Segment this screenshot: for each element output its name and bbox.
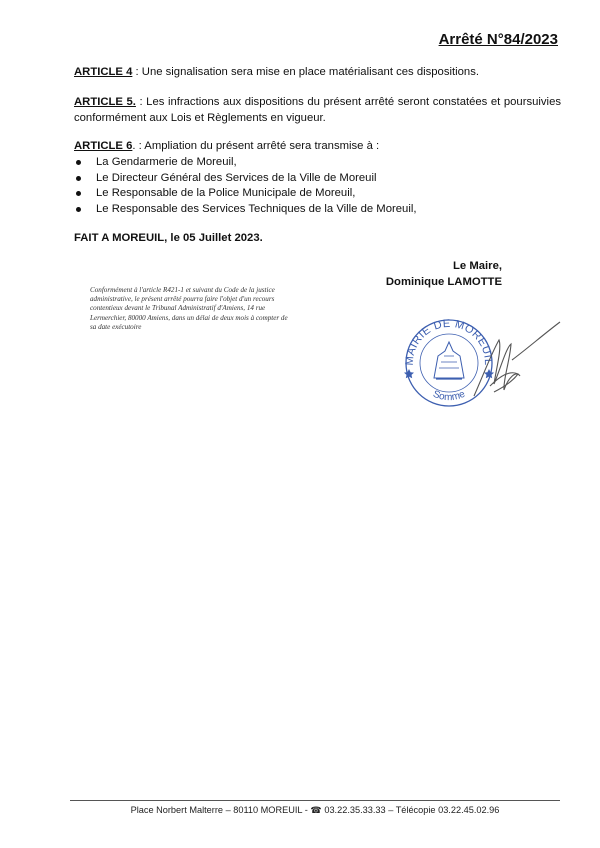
bullet-icon [76,207,81,212]
done-at-line: FAIT A MOREUIL, le 05 Juillet 2023. [74,232,263,244]
decree-reference: Arrêté N°84/2023 [438,31,558,48]
stamp-top-text: MAIRIE DE MOREUIL [404,318,495,366]
list-item: Le Responsable des Services Techniques de la Ville de Moreuil, [74,202,416,218]
distribution-list [74,155,416,217]
signatory-block [386,258,502,290]
list-item: La Gendarmerie de Moreuil, [74,155,416,171]
article-4 [74,64,561,80]
star-icon [404,369,494,378]
phone-icon: ☎ [310,805,322,815]
article-6-label: ARTICLE 6 [74,140,133,152]
stamp-bottom-text: Somme [431,388,467,404]
bullet-icon [76,191,81,196]
footer-divider [70,800,560,801]
article-4-text: : Une signalisation sera mise en place matérialisant ces dispositions. [132,66,479,78]
article-5-label: ARTICLE 5. [74,96,136,108]
list-item: Le Responsable de la Police Municipale de Moreuil, [74,186,416,202]
bullet-icon [76,176,81,181]
article-5-text: : Les infractions aux dispositions du présent arrêté seront constatées et poursuivies conformément aux Lois et Règlements en vigueur. [74,96,561,124]
footer-contact: 03.22.35.33.33 – Télécopie 03.22.45.02.96 [321,805,500,815]
signatory-name: Dominique LAMOTTE [385,276,502,288]
mayor-stamp [404,318,564,414]
article-5 [74,94,561,126]
article-4-label: ARTICLE 4 [74,66,133,78]
footer-address: Place Norbert Malterre – 80110 MOREUIL - [130,805,311,815]
svg-text:Somme [431,389,467,404]
legal-notice: Conformément à l'article R421-1 et suivant du Code de la justice administrative, le présent arrêté pourra faire l'objet d'un recours contentieux devant le Tribunal Administratif d'Amiens, 14 rue Lermerchier, 80000 Amiens, dans un délai de deux mois à compter de sa date exécutoire [90,286,288,331]
list-item: Le Directeur Général des Services de la Ville de Moreuil [74,171,416,187]
bullet-icon [76,160,81,165]
signatory-title: Le Maire, [453,260,502,272]
article-6 [74,138,561,154]
footer [70,805,560,816]
article-6-text: . : Ampliation du présent arrêté sera transmise à : [132,140,380,152]
